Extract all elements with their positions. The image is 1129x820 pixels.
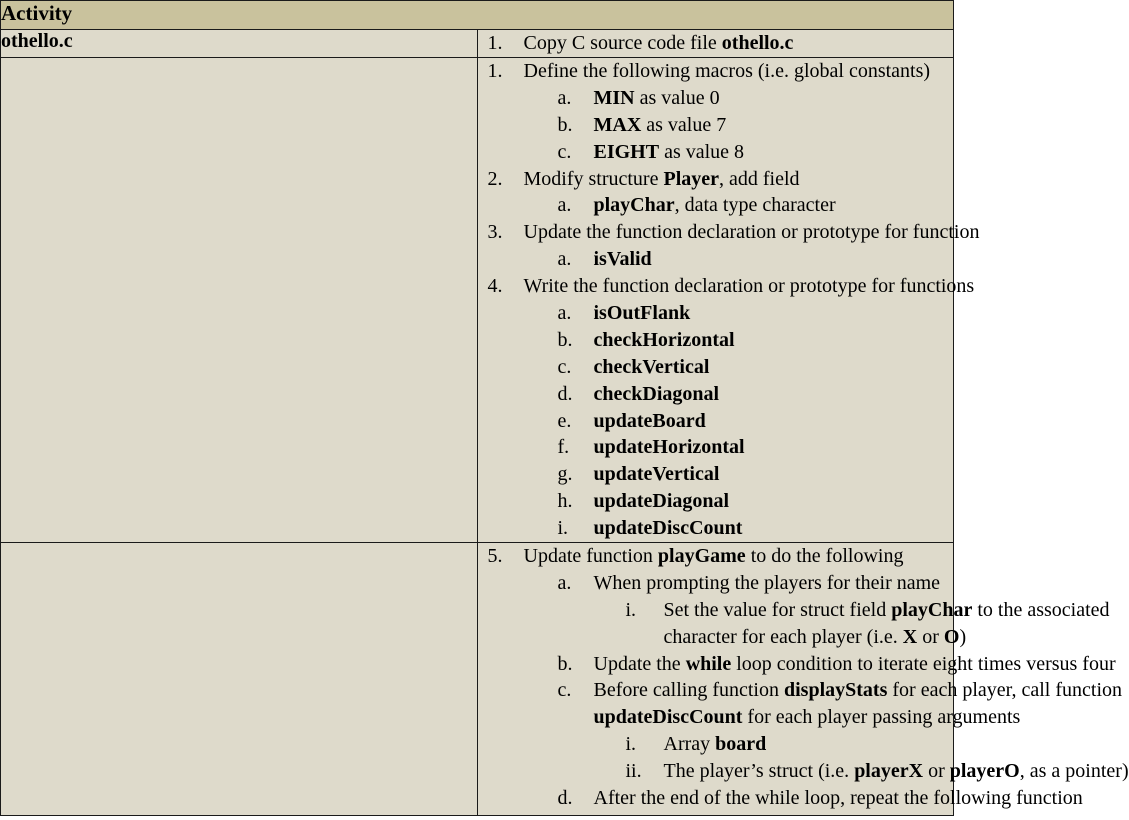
bold-term: checkVertical	[593, 355, 710, 378]
list-marker: c.	[557, 140, 572, 163]
text-run: , data type character	[674, 194, 836, 217]
bold-term: updateDiagonal	[593, 490, 730, 513]
list-marker: a.	[557, 86, 572, 109]
list-text	[664, 624, 967, 651]
list-marker: i.	[625, 733, 637, 756]
list-item	[478, 273, 975, 300]
list-item	[478, 112, 954, 139]
bold-term: O	[943, 625, 960, 648]
list-text	[594, 488, 730, 515]
text-run: as value 8	[659, 140, 745, 163]
text-run: Before calling function	[593, 679, 784, 702]
list-marker: i.	[557, 517, 569, 540]
table-row	[1, 58, 954, 543]
bold-term: updateHorizontal	[593, 436, 745, 459]
file-cell	[1, 543, 478, 816]
text-run: The player’s struct (i.e.	[663, 760, 855, 783]
text-run: Write the function declaration or prototype for functions	[523, 275, 975, 298]
text-run: , add field	[719, 167, 800, 190]
bold-term: displayStats	[784, 679, 888, 702]
list-text	[594, 112, 727, 139]
list-item	[478, 166, 954, 193]
table-header: Activity	[1, 1, 954, 30]
list-item	[478, 758, 1129, 785]
bold-term: while	[685, 652, 732, 675]
list-marker: d.	[557, 787, 573, 810]
list-text	[524, 543, 904, 570]
bold-term: playChar	[891, 598, 973, 621]
table-row	[1, 543, 954, 816]
list-marker: d.	[557, 382, 573, 405]
list-item	[478, 677, 1123, 704]
text-run: as value 7	[641, 113, 727, 136]
list-item	[478, 192, 954, 219]
bold-term: EIGHT	[593, 140, 660, 163]
list-text	[524, 219, 980, 246]
list-item	[478, 488, 954, 515]
bold-term: Player	[663, 167, 720, 190]
instructions-cell	[477, 58, 980, 543]
table-row	[1, 30, 954, 58]
text-run: Copy C source code file	[523, 32, 722, 54]
list-text	[594, 246, 652, 273]
list-text	[594, 570, 941, 597]
bold-term: X	[902, 625, 918, 648]
bold-term: playChar	[593, 194, 675, 217]
list-marker: 1.	[487, 60, 503, 82]
list-text	[594, 139, 745, 166]
list-item	[478, 515, 954, 542]
list-text	[594, 354, 710, 381]
text-run: for each player passing arguments	[742, 706, 1021, 729]
text-run: Modify structure	[523, 167, 664, 190]
text-run: Set the value for struct field	[663, 598, 892, 621]
list-marker: f.	[557, 436, 570, 459]
list-item	[478, 381, 954, 408]
list-item	[478, 570, 954, 597]
list-marker: 5.	[487, 545, 503, 568]
list-marker: 2.	[487, 167, 503, 190]
list-item	[478, 434, 954, 461]
list-text	[664, 731, 767, 758]
bold-term: othello.c	[721, 32, 794, 54]
bold-term: playerO	[949, 760, 1020, 783]
text-run: to do the following	[745, 545, 904, 568]
list-item	[478, 785, 1083, 812]
header-row	[1, 1, 954, 30]
list-text	[664, 597, 1110, 624]
list-text	[594, 651, 1116, 678]
list-item	[478, 219, 980, 246]
bold-term: playGame	[657, 545, 746, 568]
list-marker: a.	[557, 248, 572, 271]
text-run: or	[923, 760, 950, 783]
text-run: character for each player (i.e.	[663, 625, 903, 648]
list-text	[594, 327, 735, 354]
list-item	[478, 704, 1021, 731]
bold-term: isOutFlank	[593, 302, 691, 325]
bold-term: updateDiscCount	[593, 517, 743, 540]
list-item	[478, 30, 954, 57]
bold-term: checkDiagonal	[593, 382, 720, 405]
list-marker: e.	[557, 409, 572, 432]
list-text	[594, 381, 720, 408]
list-text	[664, 758, 1129, 785]
list-marker: a.	[557, 571, 572, 594]
text-run: )	[959, 625, 967, 648]
list-marker: 1.	[487, 32, 503, 54]
list-marker: b.	[557, 328, 573, 351]
list-marker: ii.	[625, 760, 642, 783]
text-run: Array	[663, 733, 716, 756]
list-text	[594, 461, 720, 488]
text-run: for each player, call function	[887, 679, 1123, 702]
list-text	[594, 85, 720, 112]
list-item	[478, 327, 954, 354]
instructions-cell	[477, 30, 954, 58]
list-item	[478, 354, 954, 381]
text-run: Update the	[593, 652, 686, 675]
bold-term: playerX	[854, 760, 924, 783]
list-marker: g.	[557, 463, 573, 486]
list-item	[478, 543, 954, 570]
bold-term: isValid	[593, 248, 652, 271]
list-text	[594, 408, 706, 435]
list-text	[594, 704, 1021, 731]
list-marker: a.	[557, 302, 572, 325]
list-text	[594, 515, 743, 542]
list-item	[478, 58, 954, 85]
file-cell	[1, 58, 478, 543]
bold-term: MAX	[593, 113, 642, 136]
text-run: After the end of the while loop, repeat the following function	[593, 787, 1083, 810]
text-run: Update the function declaration or prototype for function	[523, 221, 980, 244]
list-text	[594, 785, 1083, 812]
text-run: to the associated	[972, 598, 1110, 621]
list-marker: h.	[557, 490, 573, 513]
bold-term: updateBoard	[593, 409, 706, 432]
list-marker: i.	[625, 598, 637, 621]
list-marker: 4.	[487, 275, 503, 298]
list-marker: c.	[557, 355, 572, 378]
bold-term: updateDiscCount	[593, 706, 743, 729]
list-marker: b.	[557, 113, 573, 136]
list-item	[478, 139, 954, 166]
list-item	[478, 461, 954, 488]
list-text	[524, 58, 931, 85]
bold-term: board	[715, 733, 767, 756]
list-item	[478, 651, 1116, 678]
list-item	[478, 246, 954, 273]
list-text	[524, 166, 800, 193]
file-cell: othello.c	[1, 30, 478, 58]
text-run: loop condition to iterate eight times versus four	[731, 652, 1116, 675]
list-text	[594, 300, 691, 327]
text-run: , as a pointer)	[1019, 760, 1129, 783]
text-run: Update function	[523, 545, 658, 568]
list-text	[594, 192, 836, 219]
list-marker: b.	[557, 652, 573, 675]
list-item	[478, 85, 954, 112]
list-text	[524, 30, 794, 57]
list-item	[478, 300, 954, 327]
list-item	[478, 731, 954, 758]
text-run: as value 0	[634, 86, 720, 109]
list-marker: a.	[557, 194, 572, 217]
list-text	[594, 434, 745, 461]
list-text	[594, 677, 1123, 704]
list-marker: c.	[557, 679, 572, 702]
bold-term: MIN	[593, 86, 635, 109]
text-run: or	[917, 625, 944, 648]
instructions-cell	[477, 543, 1129, 816]
bold-term: updateVertical	[593, 463, 720, 486]
bold-term: checkHorizontal	[593, 328, 735, 351]
list-text	[524, 273, 975, 300]
list-marker: 3.	[487, 221, 503, 244]
text-run: Define the following macros (i.e. global constants)	[523, 60, 931, 82]
list-item	[478, 597, 1110, 624]
list-item	[478, 624, 967, 651]
list-item	[478, 408, 954, 435]
text-run: When prompting the players for their name	[593, 571, 941, 594]
